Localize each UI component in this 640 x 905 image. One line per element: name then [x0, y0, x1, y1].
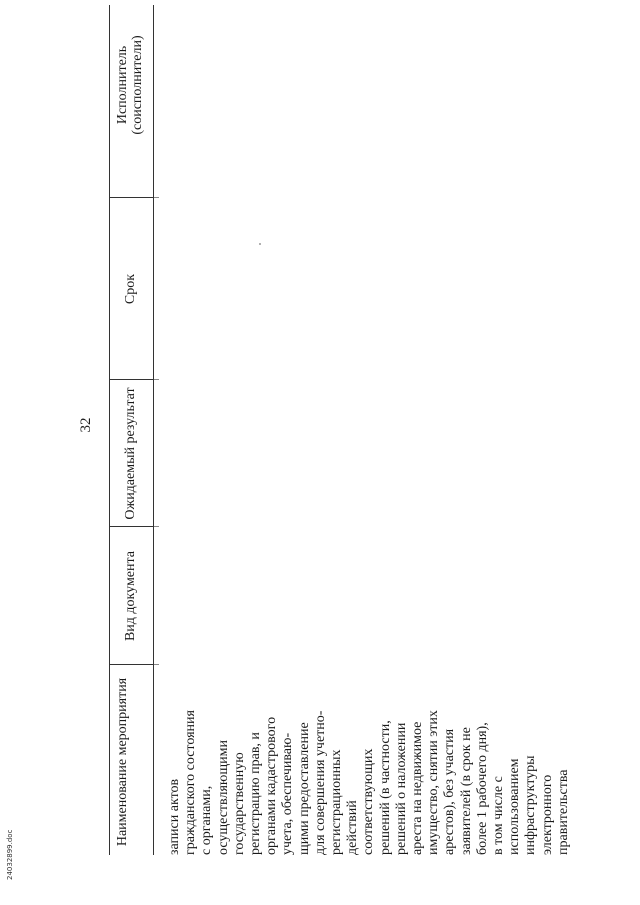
text-line: инфраструктуры: [523, 755, 539, 855]
text-line: решений о наложении: [393, 722, 409, 855]
document-code-text: 24032899.doc: [6, 829, 14, 880]
first-column-text: [167, 670, 572, 855]
text-line: электронного: [539, 774, 555, 855]
page-number: 32: [78, 417, 94, 433]
text-line: регистрационных: [329, 749, 345, 855]
text-line: действий: [345, 800, 361, 855]
text-line: ареста на недвижимое: [410, 721, 426, 855]
text-line: учета, обеспечиваю-: [280, 732, 296, 855]
text-line: соответствующих: [361, 748, 377, 855]
text-line: правительства: [555, 769, 571, 855]
table-top-border: [109, 5, 110, 855]
column-divider-tick: [154, 664, 159, 665]
header-cell: Исполнитель (соисполнители): [115, 35, 145, 135]
text-line: государственную: [231, 752, 247, 855]
document-code: [6, 829, 22, 881]
column-divider-tick: [154, 379, 159, 380]
scan-speck: [259, 243, 261, 245]
text-line: арестов), без участия: [442, 728, 458, 855]
rotated-landscape-page: [78, 5, 638, 855]
text-line: записи актов: [167, 778, 182, 855]
header-cell: Вид документа: [123, 550, 138, 642]
text-line: использованием: [507, 758, 523, 855]
text-line: с органами,: [199, 785, 215, 855]
text-line: решений (в частности,: [377, 720, 393, 855]
column-divider-tick: [154, 197, 159, 198]
text-line: более 1 рабочего дня),: [474, 722, 490, 855]
text-line: для совершения учетно-: [312, 710, 328, 855]
header-divider: [109, 664, 154, 665]
text-line: щими предоставление: [296, 722, 312, 855]
header-cell: Ожидаемый результат: [123, 387, 138, 520]
text-line: осуществляющими: [215, 740, 231, 855]
header-cell: Срок: [123, 273, 138, 305]
header-divider: [109, 526, 154, 527]
text-line: органами кадастрового: [264, 716, 280, 855]
header-cell: Наименование мероприятия: [115, 677, 130, 847]
text-line: гражданского состояния: [183, 710, 199, 855]
text-line: заявителей (в срок не: [458, 727, 474, 855]
header-bottom-border: [153, 5, 154, 855]
text-line: регистрацию прав, и: [248, 732, 264, 855]
text-line: в том числе с: [491, 776, 507, 855]
column-divider-tick: [154, 526, 159, 527]
header-divider: [109, 379, 154, 380]
text-line: имущество, снятии этих: [426, 710, 442, 855]
header-divider: [109, 197, 154, 198]
